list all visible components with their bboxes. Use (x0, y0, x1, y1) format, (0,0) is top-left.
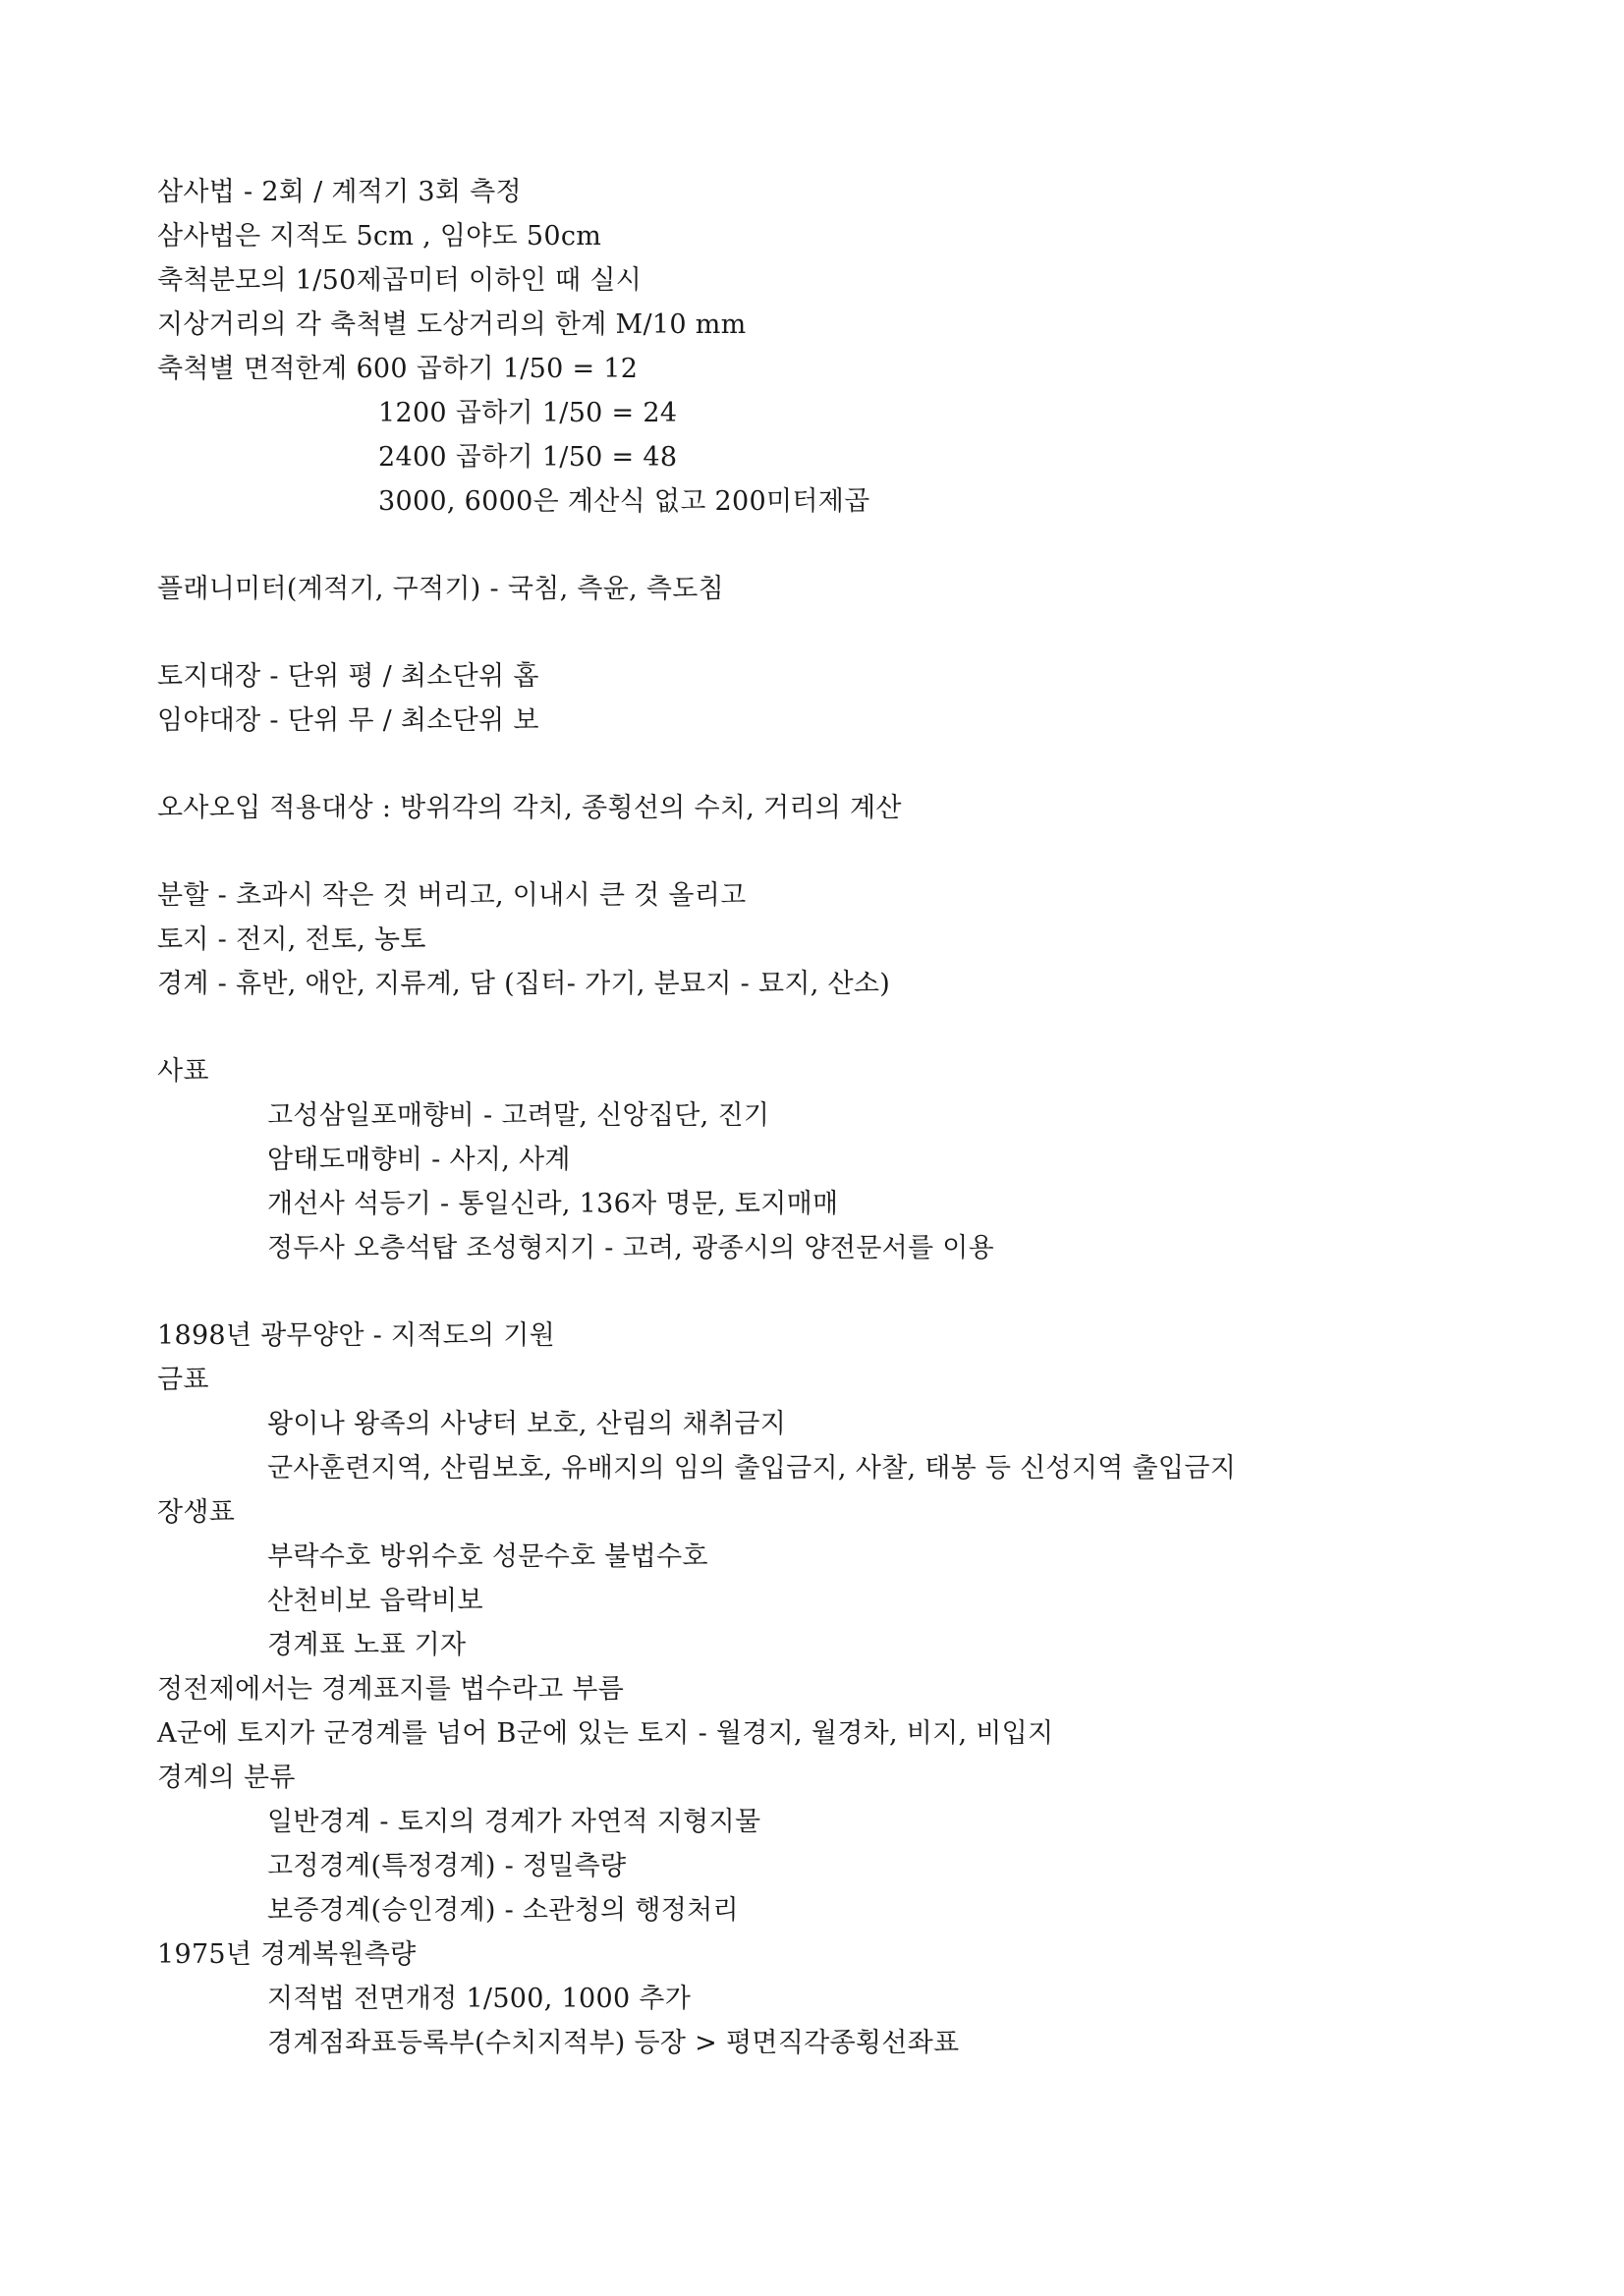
text-line: 지적법 전면개정 1/500, 1000 추가 (267, 1984, 692, 2014)
text-line: 분할 - 초과시 작은 것 버리고, 이내시 큰 것 올리고 (157, 880, 747, 911)
text-line: 고정경계(특정경계) - 정밀측량 (267, 1851, 627, 1881)
text-line: 경계점좌표등록부(수치지적부) 등장 > 평면직각종횡선좌표 (267, 2028, 960, 2058)
text-line: 일반경계 - 토지의 경계가 자연적 지형지물 (267, 1807, 761, 1837)
text-line: 부락수호 방위수호 성문수호 불법수호 (267, 1541, 708, 1572)
text-line: 1200 곱하기 1/50 = 24 (378, 398, 678, 428)
section-heading: 장생표 (157, 1497, 236, 1528)
text-line: 축척별 면적한계 600 곱하기 1/50 = 12 (157, 354, 639, 384)
text-line: 토지대장 - 단위 평 / 최소단위 홉 (157, 661, 539, 692)
section-heading: 1975년 경계복원측량 (157, 1939, 417, 1970)
text-line: 경계표 노표 기자 (267, 1630, 467, 1660)
text-line: 축척분모의 1/50제곱미터 이하인 때 실시 (157, 265, 643, 296)
text-line: 지상거리의 각 축척별 도상거리의 한계 M/10 mm (157, 309, 747, 340)
text-line: 고성삼일포매향비 - 고려말, 신앙집단, 진기 (267, 1100, 770, 1131)
text-line: 토지 - 전지, 전토, 농토 (157, 924, 426, 955)
text-line: 암태도매향비 - 사지, 사계 (267, 1145, 571, 1175)
text-line: 3000, 6000은 계산식 없고 200미터제곱 (378, 486, 870, 517)
text-line: 군사훈련지역, 산림보호, 유배지의 임의 출입금지, 사찰, 태봉 등 신성지역 출입금지 (267, 1453, 1237, 1484)
text-line: 경계 - 휴반, 애안, 지류계, 담 (집터- 가기, 분묘지 - 묘지, 산소) (157, 969, 891, 999)
text-line: 보증경계(승인경계) - 소관청의 행정처리 (267, 1895, 739, 1926)
text-line: A군에 토지가 군경계를 넘어 B군에 있는 토지 - 월경지, 월경차, 비지, 비입지 (157, 1718, 1054, 1749)
text-line: 개선사 석등기 - 통일신라, 136자 명문, 토지매매 (267, 1189, 839, 1219)
section-heading: 금표 (157, 1365, 209, 1395)
text-line: 삼사법 - 2회 / 계적기 3회 측정 (157, 177, 522, 207)
text-line: 정두사 오층석탑 조성형지기 - 고려, 광종시의 양전문서를 이용 (267, 1233, 995, 1263)
text-line: 1898년 광무양안 - 지적도의 기원 (157, 1320, 556, 1351)
text-line: 플래니미터(계적기, 구적기) - 국침, 측윤, 측도침 (157, 574, 725, 604)
section-heading: 경계의 분류 (157, 1763, 296, 1793)
text-line: 삼사법은 지적도 5cm , 임야도 50cm (157, 221, 602, 252)
text-line: 임야대장 - 단위 무 / 최소단위 보 (157, 705, 539, 736)
text-line: 산천비보 읍락비보 (267, 1586, 483, 1616)
text-line: 정전제에서는 경계표지를 법수라고 부름 (157, 1674, 625, 1705)
section-heading: 사표 (157, 1056, 209, 1087)
text-line: 오사오입 적용대상 : 방위각의 각치, 종횡선의 수치, 거리의 계산 (157, 793, 902, 823)
text-line: 2400 곱하기 1/50 = 48 (378, 442, 678, 473)
text-line: 왕이나 왕족의 사냥터 보호, 산림의 채취금지 (267, 1409, 787, 1439)
